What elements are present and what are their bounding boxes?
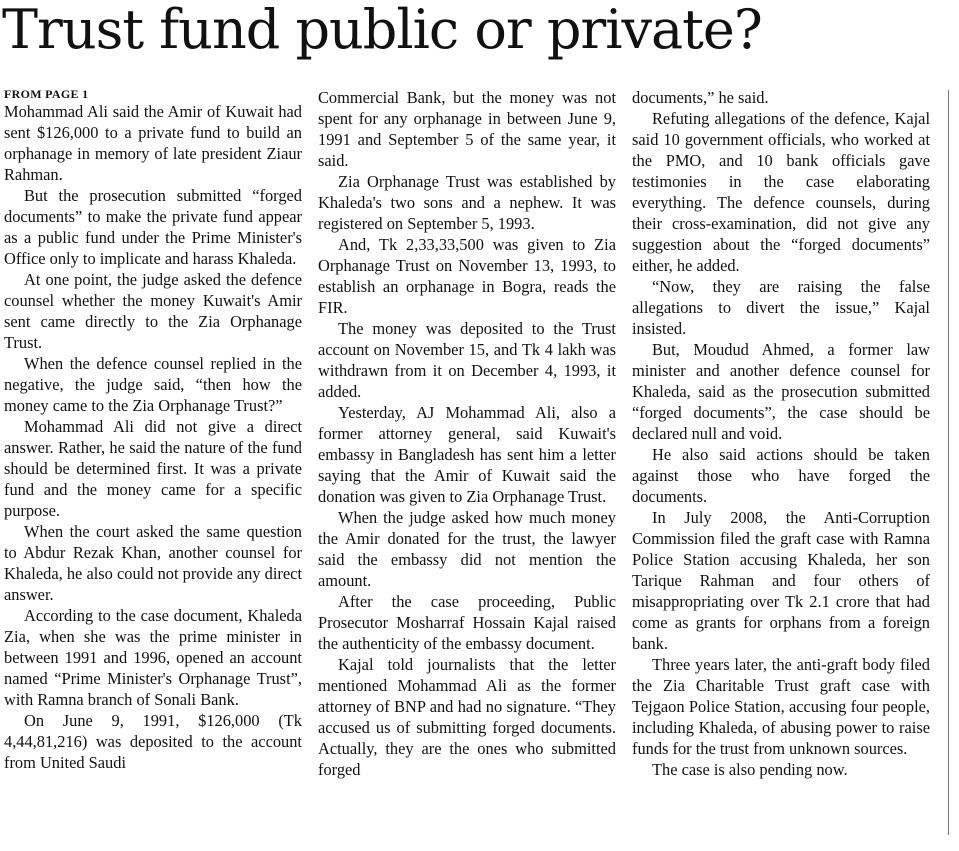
paragraph: Three years later, the anti-graft body filed the Zia Charitable Trust graft case with Tejgaon Police Station, accusing four people, including Khaleda, of abusing power to raise funds for the trust from unknown sources.	[632, 655, 930, 758]
column-3	[632, 87, 930, 847]
paragraph: But the prosecution submitted “forged documents” to make the private fund appear as a public fund under the Prime Minister's Office only to implicate and harass Khaleda.	[4, 186, 302, 268]
paragraph: After the case proceeding, Public Prosecutor Mosharraf Hossain Kajal raised the authenticity of the embassy document.	[318, 592, 616, 653]
paragraph: He also said actions should be taken against those who have forged the documents.	[632, 445, 930, 506]
paragraph: According to the case document, Khaleda Zia, when she was the prime minister in between 1991 and 1996, opened an account named “Prime Minister's Orphanage Trust”, with Ramna branch of Sonali Bank.	[4, 606, 302, 709]
paragraph: The money was deposited to the Trust account on November 15, and Tk 4 lakh was withdrawn from it on December 4, 1993, it added.	[318, 319, 616, 401]
paragraph: When the judge asked how much money the Amir donated for the trust, the lawyer said the embassy did not mention the amount.	[318, 508, 616, 590]
section-label: FROM PAGE 1	[4, 87, 89, 101]
paragraph: Commercial Bank, but the money was not spent for any orphanage in between June 9, 1991 and September 5 of the same year, it said.	[318, 88, 616, 170]
paragraph: Mohammad Ali said the Amir of Kuwait had sent $126,000 to a private fund to build an orphanage in memory of late president Ziaur Rahman.	[4, 102, 302, 184]
paragraph: “Now, they are raising the false allegations to divert the issue,” Kajal insisted.	[632, 277, 930, 338]
article-body	[4, 87, 944, 847]
paragraph: In July 2008, the Anti-Corruption Commission filed the graft case with Ramna Police Station accusing Khaleda, her son Tarique Rahman and four others of misappropriating over Tk 2.1 crore that had come as grants for orphans from a foreign bank.	[632, 508, 930, 653]
paragraph: Mohammad Ali did not give a direct answer. Rather, he said the nature of the fund should be determined first. It was a private fund and the money came for a specific purpose.	[4, 417, 302, 520]
paragraph: Zia Orphanage Trust was established by Khaleda's two sons and a nephew. It was registered on September 5, 1993.	[318, 172, 616, 233]
paragraph: The case is also pending now.	[652, 760, 848, 779]
paragraph: When the defence counsel replied in the negative, the judge said, “then how the money came to the Zia Orphanage Trust?”	[4, 354, 302, 415]
paragraph: When the court asked the same question to Abdur Rezak Khan, another counsel for Khaleda, he also could not provide any direct answer.	[4, 522, 302, 604]
column-2	[318, 87, 616, 847]
paragraph: At one point, the judge asked the defence counsel whether the money Kuwait's Amir sent came directly to the Zia Orphanage Trust.	[4, 270, 302, 352]
paragraph: And, Tk 2,33,33,500 was given to Zia Orphanage Trust on November 13, 1993, to establish an orphanage in Bogra, reads the FIR.	[318, 235, 616, 317]
paragraph: documents,” he said.	[632, 88, 769, 107]
paragraph: Refuting allegations of the defence, Kajal said 10 government officials, who worked at the PMO, and 10 bank officials gave testimonies in the case elaborating everything. The defence counsels, during their cross-examination, did not give any suggestion about the “forged documents” either, he added.	[632, 109, 930, 275]
headline: Trust fund public or private?	[2, 0, 762, 61]
paragraph: On June 9, 1991, $126,000 (Tk 4,44,81,216) was deposited to the account from United Saudi	[4, 711, 302, 772]
paragraph: Kajal told journalists that the letter mentioned Mohammad Ali as the former attorney of BNP and had no signature. “They accused us of submitting forged documents. Actually, they are the ones who submitted forged	[318, 655, 616, 779]
paragraph: Yesterday, AJ Mohammad Ali, also a former attorney general, said Kuwait's embassy in Bangladesh has sent him a letter saying that the Amir of Kuwait said the donation was given to Zia Orphanage Trust.	[318, 403, 616, 506]
column-1	[4, 87, 302, 847]
paragraph: But, Moudud Ahmed, a former law minister and another defence counsel for Khaleda, said as the prosecution submitted “forged documents”, the case should be declared null and void.	[632, 340, 930, 443]
column-rule	[948, 90, 949, 835]
